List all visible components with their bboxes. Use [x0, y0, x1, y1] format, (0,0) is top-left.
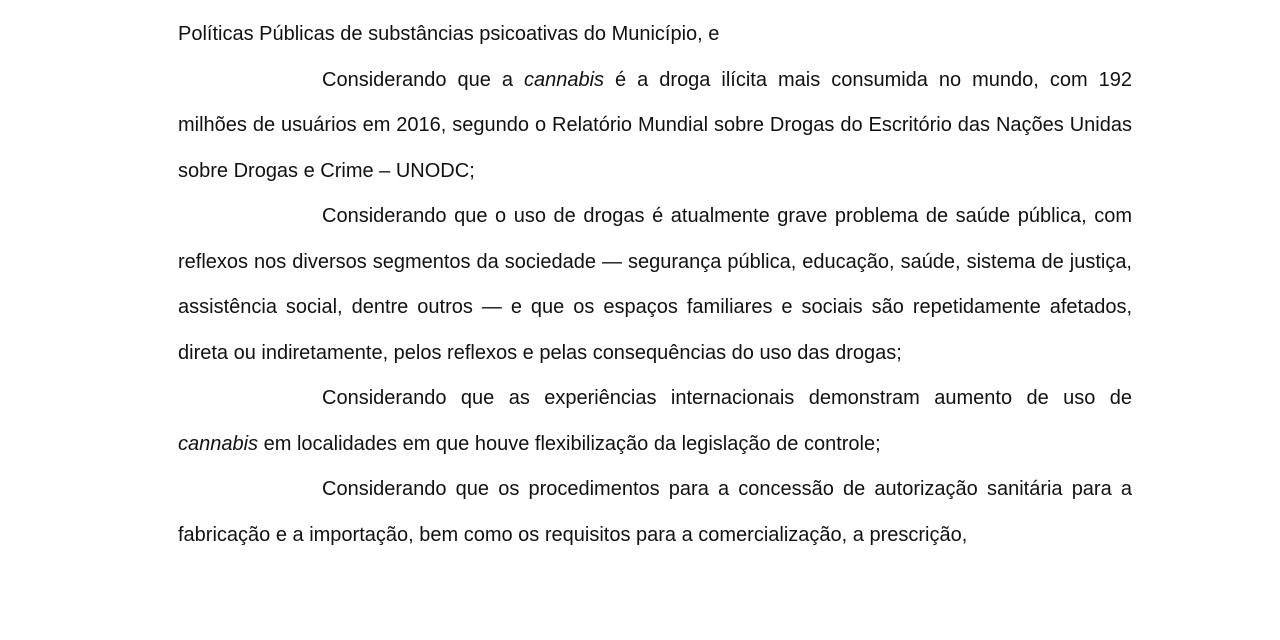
text-run: Considerando que as experiências internacionais demonstram aumento de uso de: [322, 387, 1132, 409]
paragraph-cannabis-consumption: [178, 58, 1132, 195]
paragraph-public-health: [178, 194, 1132, 376]
text-run: Considerando que os procedimentos para a concessão de autorização sanitária para a fabricação e a importação, bem como os requisitos para a comercialização, a prescrição,: [178, 478, 1132, 546]
text-run: em localidades em que houve flexibilização da legislação de controle;: [258, 432, 881, 455]
paragraph-municipal-policies: [178, 12, 1132, 58]
paragraph-sanitary-authorization: [178, 467, 1132, 558]
document-body: [178, 12, 1132, 558]
text-run: é a droga ilícita mais consumida no mundo, com 192 milhões de usuários em 2016, segundo o Relatório Mundial sobre Drogas do Escritório das Nações Unidas sobre Drogas e Crime – UNODC;: [178, 68, 1132, 182]
text-run-italic: cannabis: [178, 432, 259, 455]
text-run-italic: cannabis: [524, 68, 605, 91]
text-run: Políticas Públicas de substâncias psicoativas do Município, e: [178, 23, 720, 45]
paragraph-international-experiences: [178, 376, 1132, 467]
text-run: Considerando que a: [322, 68, 524, 91]
text-run: Considerando que o uso de drogas é atualmente grave problema de saúde pública, com reflexos nos diversos segmentos da sociedade — segurança pública, educação, saúde, sistema de justiça, assistência social, dentre outros — e que os espaços familiares e sociais são repetidamente afetados, direta ou indiretamente, pelos reflexos e pelas consequências do uso das drogas;: [178, 205, 1132, 364]
